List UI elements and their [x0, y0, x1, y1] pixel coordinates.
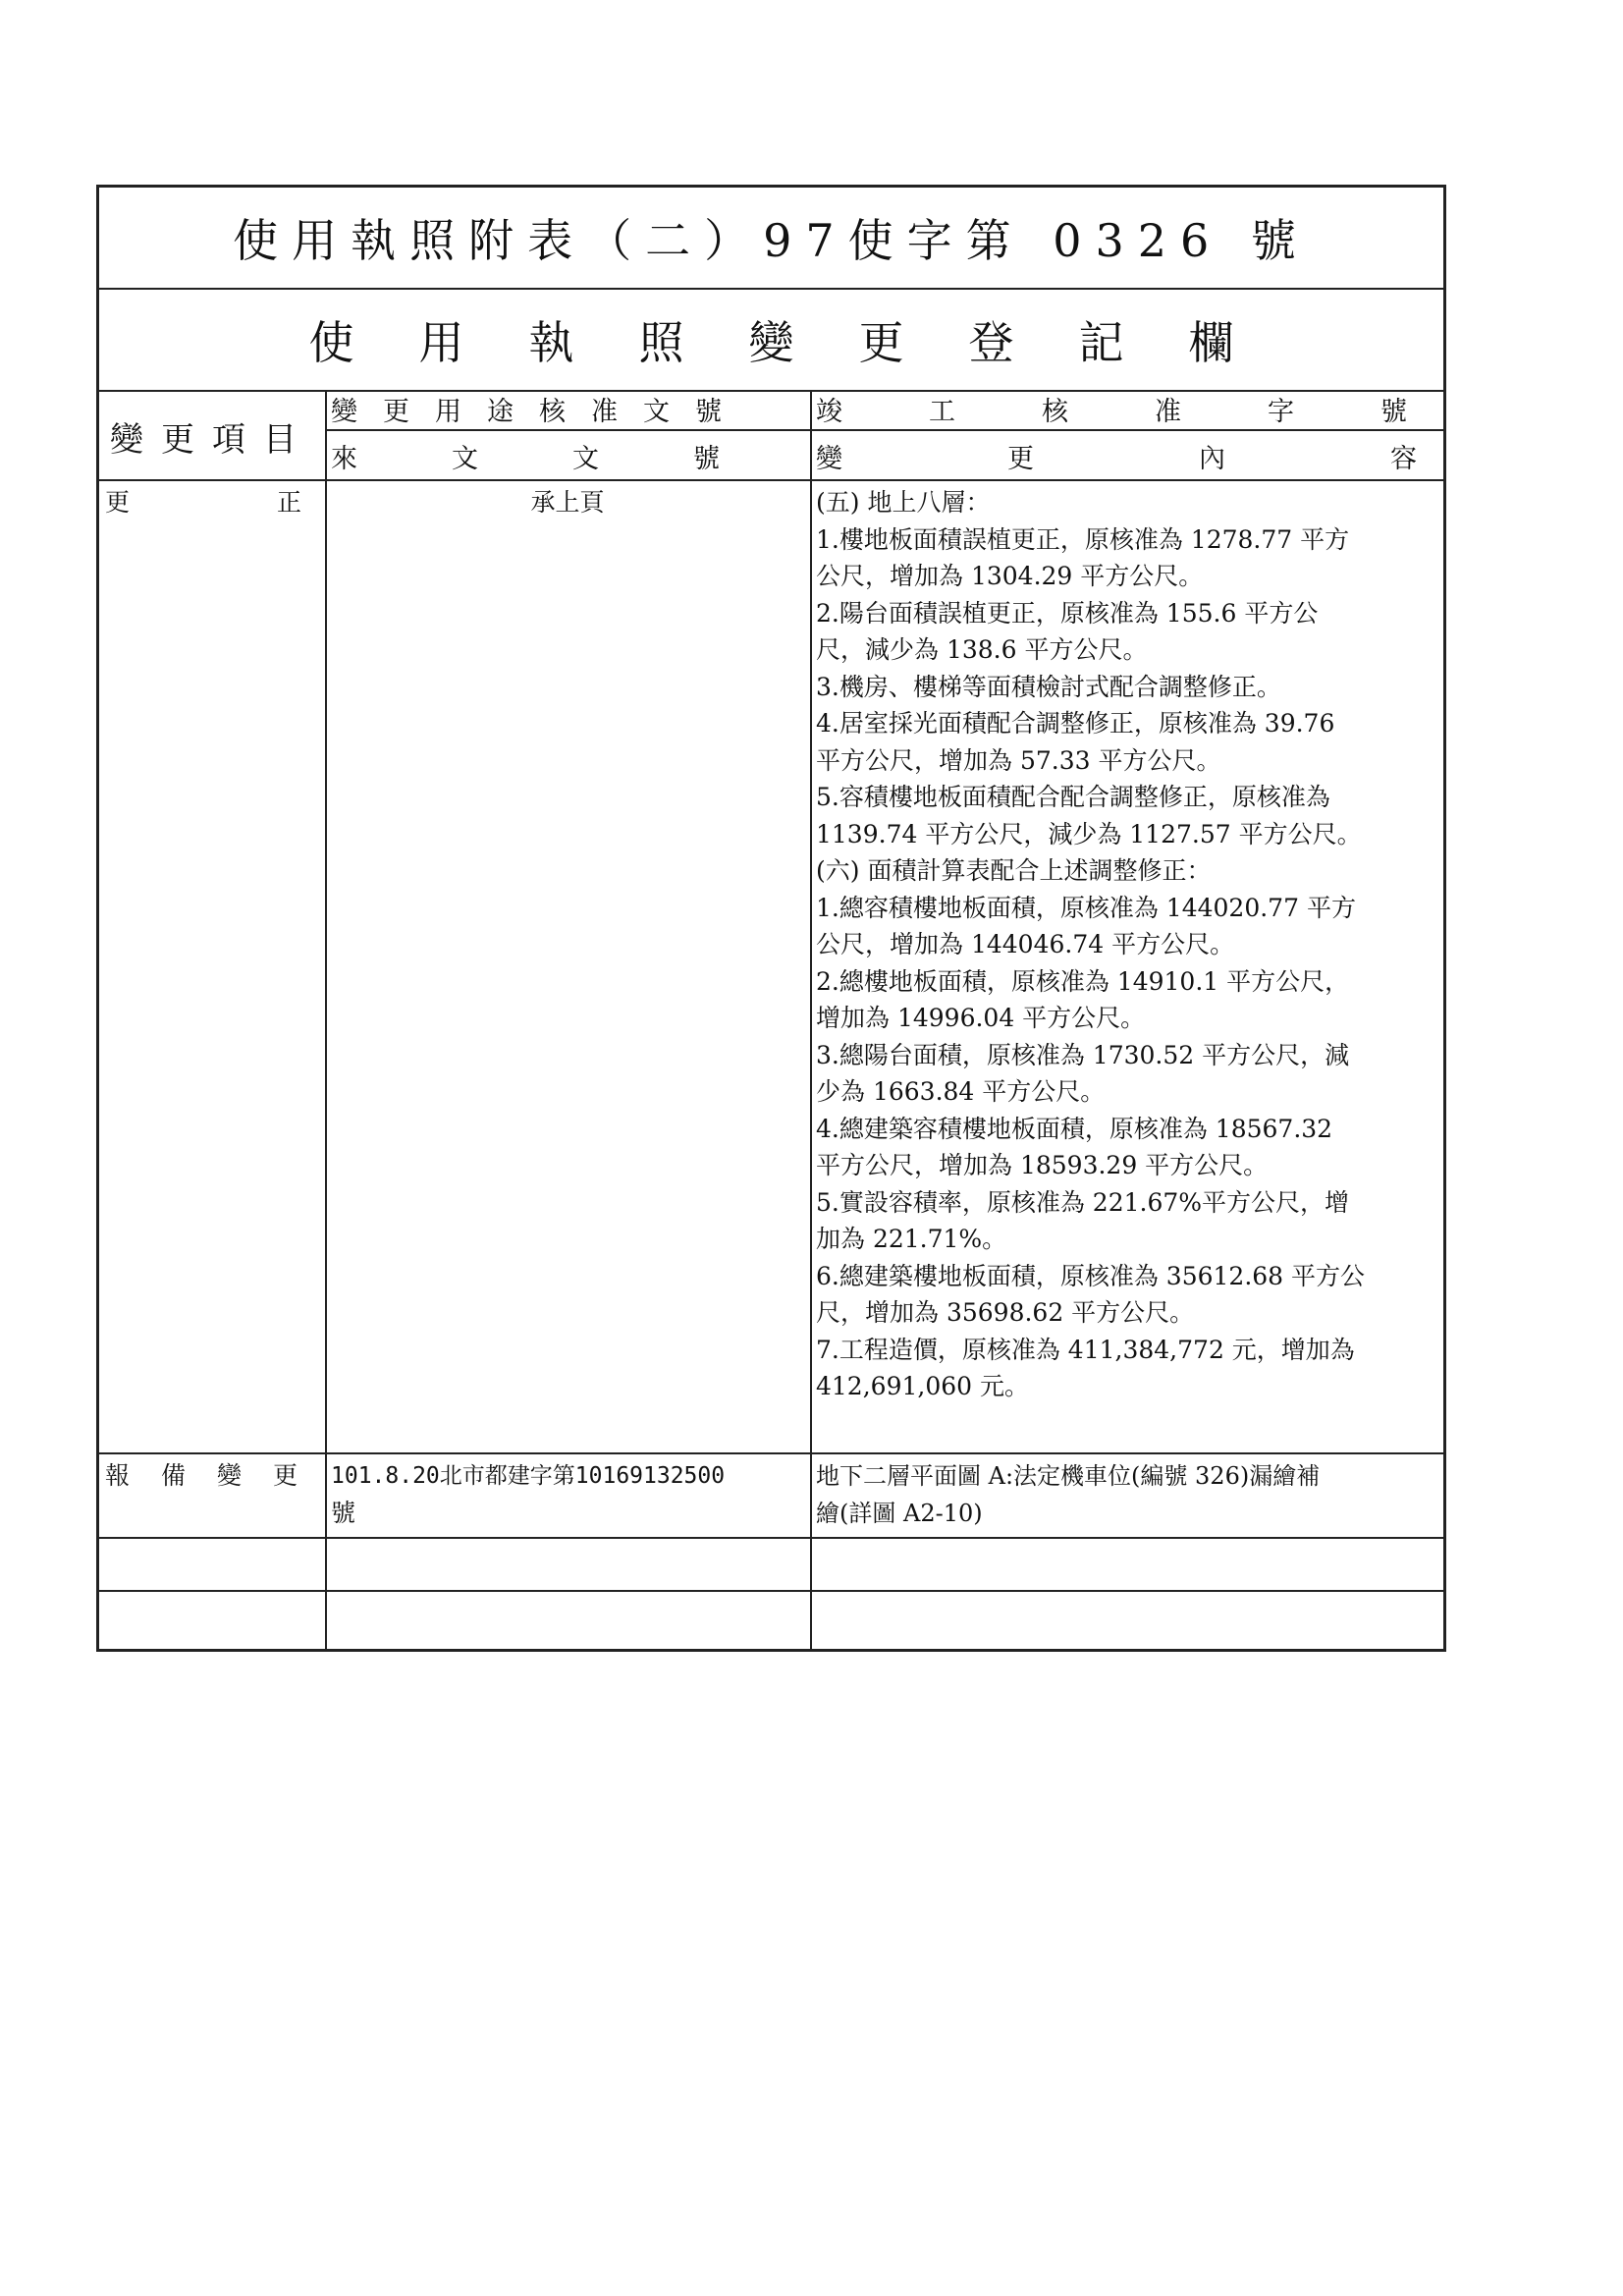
content-line: 3.總陽台面積，原核准為 1730.52 平方公尺，減 — [816, 1040, 1350, 1069]
content-line: 增加為 14996.04 平方公尺。 — [816, 1004, 1146, 1032]
content-line: 公尺，增加為 144046.74 平方公尺。 — [816, 930, 1235, 958]
row1-bottom-line — [99, 1452, 1446, 1454]
content-line: 平方公尺，增加為 57.33 平方公尺。 — [816, 745, 1221, 775]
title-row — [99, 188, 1443, 290]
row-doc-no-continued: 承上頁 — [530, 488, 605, 517]
row-item-correction: 更正 — [105, 488, 450, 517]
row-content-filing-line2: 繪(詳圖 A2-10) — [816, 1500, 983, 1527]
header-change-content: 變更內容 — [816, 444, 1582, 474]
content-line: 尺，增加為 35698.62 平方公尺。 — [816, 1298, 1195, 1327]
col-divider-2 — [810, 392, 812, 1649]
content-line: 412,691,060 元。 — [816, 1372, 1029, 1400]
content-line: (五) 地上八層： — [816, 488, 991, 517]
header-incoming-doc-no: 來文文號 — [331, 444, 814, 474]
content-line: 3.機房、樓梯等面積檢討式配合調整修正。 — [816, 672, 1281, 701]
content-line: 公尺，增加為 1304.29 平方公尺。 — [816, 562, 1204, 590]
content-line: 4.總建築容積樓地板面積，原核准為 18567.32 — [816, 1114, 1333, 1143]
content-line: 1.總容積樓地板面積，原核准為 144020.77 平方 — [816, 893, 1356, 922]
content-line: (六) 面積計算表配合上述調整修正： — [816, 856, 1212, 885]
content-line: 4.居室採光面積配合調整修正，原核准為 39.76 — [816, 709, 1335, 738]
document-subtitle: 使用執照變更登記欄 — [308, 316, 1299, 369]
row-content-correction — [816, 484, 1444, 1405]
content-line: 少為 1663.84 平方公尺。 — [816, 1077, 1106, 1106]
header-approval-doc-no: 變更用途核准文號 — [331, 397, 747, 427]
content-line: 平方公尺，增加為 18593.29 平方公尺。 — [816, 1151, 1269, 1179]
content-line: 尺，減少為 138.6 平方公尺。 — [816, 635, 1148, 664]
row-doc-no-filing-line1: 101.8.20北市都建字第10169132500 — [331, 1463, 726, 1489]
col-divider-1 — [325, 392, 327, 1649]
license-table — [96, 185, 1582, 1652]
row-content-filing-line1: 地下二層平面圖 A:法定機車位(編號 326)漏繪補 — [816, 1462, 1321, 1490]
row-doc-no-filing-line2: 號 — [331, 1499, 356, 1527]
content-line: 1139.74 平方公尺，減少為 1127.57 平方公尺。 — [816, 819, 1362, 848]
content-line: 5.實設容積率，原核准為 221.67%平方公尺，增 — [816, 1187, 1350, 1217]
header-completion-no: 竣工核准字號 — [816, 397, 1493, 427]
content-line: 5.容積樓地板面積配合配合調整修正，原核准為 — [816, 783, 1330, 811]
content-line: 2.總樓地板面積，原核准為 14910.1 平方公尺， — [816, 966, 1350, 996]
content-line: 6.總建築樓地板面積，原核准為 35612.68 平方公 — [816, 1261, 1366, 1290]
subtitle-row — [99, 290, 1443, 392]
document-title: 使用執照附表（二）97使字第 0326 號 — [233, 214, 1310, 267]
content-line: 7.工程造價，原核准為 411,384,772 元，增加為 — [816, 1335, 1355, 1364]
row3-bottom-line — [99, 1590, 1446, 1592]
content-line: 1.樓地板面積誤植更正，原核准為 1278.77 平方 — [816, 524, 1350, 554]
content-line: 2.陽台面積誤植更正，原核准為 155.6 平方公 — [816, 598, 1319, 628]
row-item-filing-change: 報備變更 — [105, 1461, 330, 1490]
content-line: 加為 221.71%。 — [816, 1225, 1007, 1253]
header-item-label: 變更項目 — [110, 419, 314, 460]
row2-bottom-line — [99, 1537, 1446, 1539]
